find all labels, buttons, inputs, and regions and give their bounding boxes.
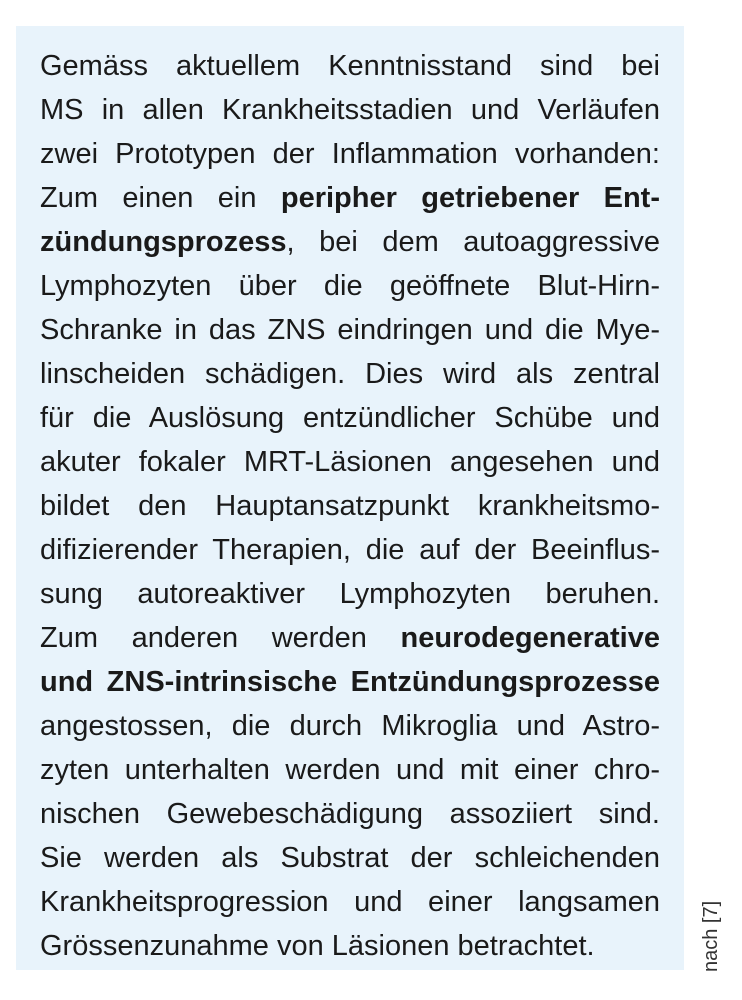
text-line	[40, 660, 660, 704]
text-line: angestossen, die durch Mikroglia und Astro-	[40, 710, 660, 742]
text-line: MS in allen Krankheitsstadien und Verläufen	[40, 94, 660, 126]
text-line: Gemäss aktuellem Kenntnisstand sind bei	[40, 50, 660, 82]
text-line: zwei Prototypen der Inflammation vorhanden:	[40, 138, 660, 170]
text-line	[40, 616, 660, 660]
text-line: nischen Gewebeschädigung assoziiert sind.	[40, 798, 660, 830]
emphasis-text: zündungsprozess	[40, 226, 287, 258]
text-segment: , bei dem autoaggressive	[286, 226, 660, 258]
text-line: sung autoreaktiver Lymphozyten beruhen.	[40, 578, 660, 610]
text-segment: Zum einen ein	[40, 182, 281, 214]
text-line: Lymphozyten über die geöffnete Blut-Hirn-	[40, 270, 660, 302]
text-line: akuter fokaler MRT-Läsionen angesehen und	[40, 446, 660, 478]
text-line: zyten unterhalten werden und mit einer chro-	[40, 754, 660, 786]
source-note: nach [7]	[700, 900, 722, 972]
text-line: für die Auslösung entzündlicher Schübe und	[40, 402, 660, 434]
info-box	[16, 26, 684, 970]
text-line: Sie werden als Substrat der schleichenden	[40, 842, 660, 874]
text-line: linscheiden schädigen. Dies wird als zentral	[40, 358, 660, 390]
text-line: Krankheitsprogression und einer langsamen	[40, 886, 660, 918]
emphasis-text: neurodegenerative	[400, 622, 660, 654]
emphasis-text: und ZNS-intrinsische Entzündungsprozesse	[40, 666, 660, 698]
text-line	[40, 176, 660, 220]
text-line: bildet den Hauptansatzpunkt krankheitsmo-	[40, 490, 660, 522]
text-line: difizierender Therapien, die auf der Beeinflus-	[40, 534, 660, 566]
text-segment: Zum anderen werden	[40, 622, 401, 654]
text-line	[40, 220, 660, 264]
emphasis-text: peripher getriebener Ent-	[280, 182, 660, 214]
text-line: Schranke in das ZNS eindringen und die Mye-	[40, 314, 660, 346]
text-line: Grössenzunahme von Läsionen betrachtet.	[40, 930, 595, 962]
